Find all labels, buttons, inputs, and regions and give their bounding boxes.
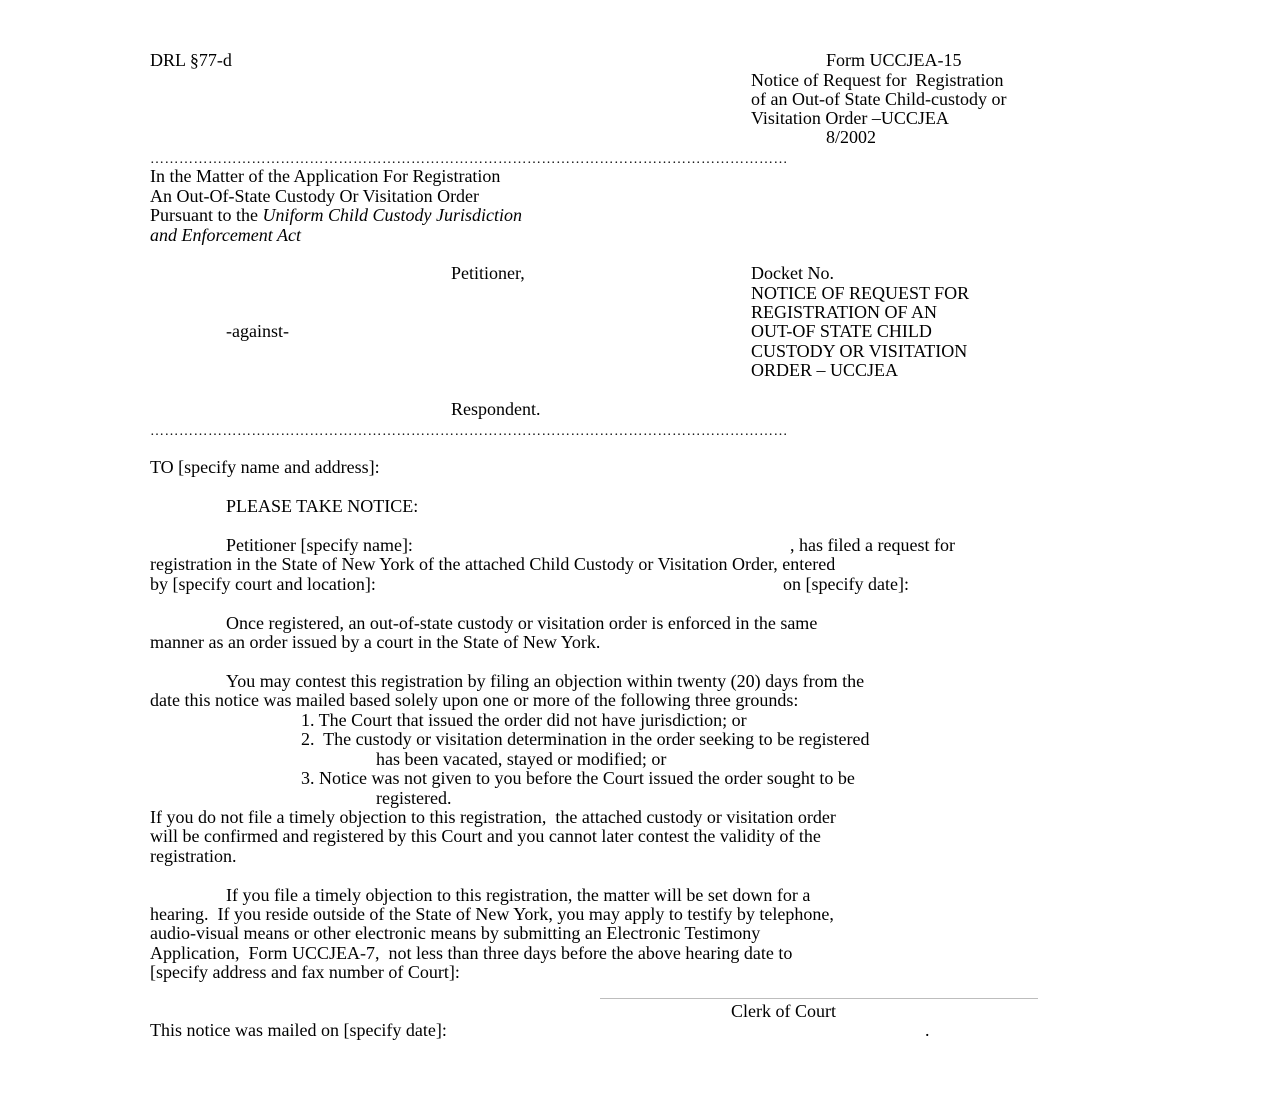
form-title-line-2: of an Out-of State Child-custody or — [751, 89, 1007, 109]
date-label: on [specify date]: — [783, 574, 909, 594]
no-objection-line-2: will be confirmed and registered by this Court and you cannot later contest the validity of the — [150, 826, 821, 846]
matter-line-2: An Out-Of-State Custody Or Visitation Order — [150, 186, 480, 206]
notice-title-line-5: ORDER – UCCJEA — [751, 360, 899, 380]
form-date: 8/2002 — [826, 127, 877, 147]
no-objection-line-1: If you do not file a timely objection to this registration, the attached custody or visitation order — [150, 807, 836, 827]
hearing-line-3: audio-visual means or other electronic means by submitting an Electronic Testimony — [150, 923, 761, 943]
enforcement-line-2: manner as an order issued by a court in the State of New York. — [150, 632, 601, 652]
mailed-date-period: . — [925, 1020, 930, 1040]
filed-request-text: , has filed a request for — [790, 535, 955, 555]
petitioner-label: Petitioner, — [451, 263, 525, 283]
form-title-line-1: Notice of Request for Registration — [751, 70, 1004, 90]
form-title-line-3: Visitation Order –UCCJEA — [751, 108, 949, 128]
ground-2-continued: has been vacated, stayed or modified; or — [376, 749, 667, 769]
no-objection-line-3: registration. — [150, 846, 237, 866]
notice-title-line-3: OUT-OF STATE CHILD — [751, 321, 932, 341]
please-take-notice: PLEASE TAKE NOTICE: — [226, 496, 419, 516]
ground-3: 3. Notice was not given to you before the Court issued the order sought to be — [301, 768, 855, 788]
docket-label: Docket No. — [751, 263, 834, 283]
caption-bottom-rule: …………………………………………………………………………………………………………………… — [150, 424, 788, 439]
hearing-line-2: hearing. If you reside outside of the State of New York, you may apply to testify by telephone, — [150, 904, 834, 924]
registration-line: registration in the State of New York of the attached Child Custody or Visitation Order, entered — [150, 554, 836, 574]
matter-line-4: and Enforcement Act — [150, 225, 301, 245]
petitioner-name-label: Petitioner [specify name]: — [226, 535, 413, 555]
hearing-line-1: If you file a timely objection to this registration, the matter will be set down for a — [226, 885, 811, 905]
to-line: TO [specify name and address]: — [150, 457, 380, 477]
contest-line-1: You may contest this registration by filing an objection within twenty (20) days from the — [226, 671, 865, 691]
enforcement-line-1: Once registered, an out-of-state custody or visitation order is enforced in the same — [226, 613, 818, 633]
notice-title-line-2: REGISTRATION OF AN — [751, 302, 938, 322]
statute-citation: DRL §77-d — [150, 50, 232, 70]
contest-line-2: date this notice was mailed based solely upon one or more of the following three grounds: — [150, 690, 799, 710]
against-label: -against- — [226, 321, 289, 341]
notice-title-line-4: CUSTODY OR VISITATION — [751, 341, 968, 361]
matter-line-3-prefix: Pursuant to the — [150, 205, 263, 225]
hearing-line-5: [specify address and fax number of Court]: — [150, 962, 460, 982]
notice-title-line-1: NOTICE OF REQUEST FOR — [751, 283, 970, 303]
ground-1: 1. The Court that issued the order did not have jurisdiction; or — [301, 710, 747, 730]
hearing-line-4: Application, Form UCCJEA-7, not less than three days before the above hearing date to — [150, 943, 793, 963]
ground-2: 2. The custody or visitation determination in the order seeking to be registered — [301, 729, 870, 749]
ground-3-continued: registered. — [376, 788, 452, 808]
form-number: Form UCCJEA-15 — [826, 50, 962, 70]
caption-top-rule: …………………………………………………………………………………………………………………… — [150, 152, 788, 167]
matter-line-3-act: Uniform Child Custody Jurisdiction — [262, 205, 523, 225]
clerk-of-court-label: Clerk of Court — [731, 1001, 836, 1021]
matter-line-1: In the Matter of the Application For Registration — [150, 166, 501, 186]
clerk-signature-line — [600, 998, 1038, 999]
matter-line-3 — [150, 205, 522, 225]
respondent-label: Respondent. — [451, 399, 541, 419]
court-location-label: by [specify court and location]: — [150, 574, 376, 594]
mailed-date-label: This notice was mailed on [specify date]: — [150, 1020, 447, 1040]
